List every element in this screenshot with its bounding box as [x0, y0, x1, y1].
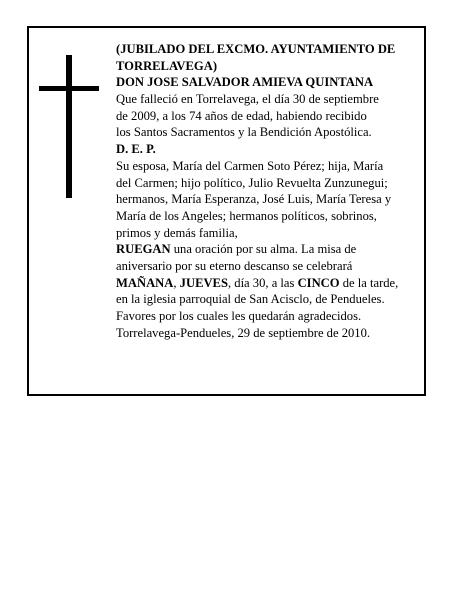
church-line: en la iglesia parroquial de San Acisclo, de Pendueles.: [116, 292, 385, 307]
mass-day-line: [116, 275, 424, 292]
cross-horizontal-bar: [39, 86, 99, 91]
ruegan-line: [116, 241, 424, 258]
day-separator: ,: [173, 275, 180, 290]
family-line-4: María de los Angeles; hermanos políticos, sobrinos,: [116, 208, 377, 223]
mass-line-1: aniversario por su eterno descanso se celebrará: [116, 258, 353, 273]
day-end: de la tarde,: [339, 275, 399, 290]
header-line-2: TORRELAVEGA): [116, 58, 218, 73]
obituary-text: [116, 41, 424, 341]
ruegan-rest: una oración por su alma. La misa de: [170, 242, 357, 257]
cross-icon: [39, 55, 99, 198]
family-line-2: del Carmen; hijo político, Julio Revuelta Zunzunegui;: [116, 175, 388, 190]
hour-word: CINCO: [297, 275, 340, 290]
header-line-1: (JUBILADO DEL EXCMO. AYUNTAMIENTO DE: [116, 42, 396, 56]
family-line-5: primos y demás familia,: [116, 225, 238, 240]
weekday-word: JUEVES: [179, 275, 228, 290]
dep-line: D. E. P.: [116, 142, 156, 157]
deceased-name: DON JOSE SALVADOR AMIEVA QUINTANA: [116, 75, 374, 90]
family-line-1: Su esposa, María del Carmen Soto Pérez; hija, María: [116, 158, 384, 173]
thanks-line: Favores por los cuales les quedarán agradecidos.: [116, 309, 362, 323]
death-line-2: de 2009, a los 74 años de edad, habiendo recibido: [116, 108, 367, 123]
death-line-3: los Santos Sacramentos y la Bendición Apostólica.: [116, 125, 372, 140]
place-date-line: Torrelavega-Pendueles, 29 de septiembre de 2010.: [116, 325, 371, 340]
ruegan-word: RUEGAN: [116, 242, 171, 257]
day-word: MAÑANA: [116, 275, 174, 290]
day-middle: , día 30, a las: [227, 275, 298, 290]
family-line-3: hermanos, María Esperanza, José Luis, María Teresa y: [116, 192, 392, 207]
cross-vertical-bar: [66, 55, 72, 198]
death-line-1: Que falleció en Torrelavega, el día 30 de septiembre: [116, 92, 379, 107]
obituary-notice-frame: [27, 26, 426, 396]
